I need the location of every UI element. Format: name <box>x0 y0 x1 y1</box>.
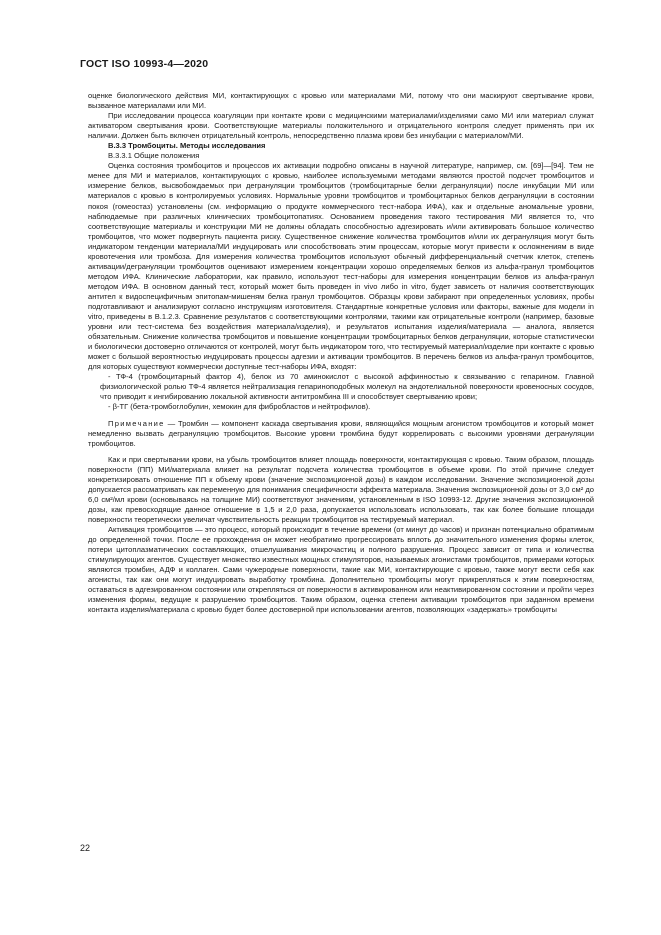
standard-header: ГОСТ ISO 10993-4—2020 <box>80 58 209 70</box>
paragraph-surface-area: Как и при свертывании крови, на убыль тромбоцитов влияет площадь поверхности, контактирующая с кровью. Таким образом, площадь поверхности (ПП) МИ/материала влияет на результат подсчета количества тромбоцитов в объеме крови. По этой причине следует конкретизировать отношение ПП к объему крови (значение экспозиционной дозы) в каждом исследовании. Значение экспозиционной дозы допускается рассматривать как переменную для понимания специфичности эффекта материала. Значения экспозиционной дозы от 3,0 см² до 6,0 см²/мл крови (основываясь на толщине МИ) соответствуют значениям, установленным в ISO 10993-12. Другие значения экспозиционной дозы, как превосходящие данное отношение в 1,5 и 2,0 раза, допускается использовать использовать, так как более большие площади поверхности теоретически увеличат чувствительность реакции тромбоцитов на тестируемый материал. <box>88 454 594 524</box>
list-item-btg: - β-ТГ (бета-тромбоглобулин, хемокин для фибробластов и нейтрофилов). <box>108 402 371 412</box>
paragraph-platelet-assessment: Оценка состояния тромбоцитов и процессов их активации подробно описаны в научной литературе, например, см. [69]—[94]. Тем не менее для МИ и материалов, контактирующих с кровью, наиболее используемыми методами являются простой подсчет тромбоцитов и измерение белков, высвобождаемых при дегрануляции тромбоцитов (тромбоцитарные белки дегрануляции) после инкубации МИ или материалов с кровью в контролируемых условиях. Нормальные уровни тромбоцитов и тромбоцитарных белков дегрануляции в состоянии покоя (гомеостаз) установлены (см. информацию о продукте коммерческого тест-набора ИФА), как и отдельные аномальные уровни, наблюдаемые при различных клинических тромбоцитопатиях. Основанием проведения такого тестирования МИ является то, что соответствующие материалы и конструкции МИ не должны обладать способностью адгезировать и/или активировать большое количество тромбоцитов, что может подвергнуть пациента риску. Существенное снижение количества тромбоцитов и/или их дегрануляция могут быть индикатором тенденции материала/МИ индуцировать или способствовать этим процессам, которые могут привести к осложнениям в виде кровотечения или тромбоза. Для измерения количества тромбоцитов используют обычный дифференциальный счетчик клеток, степень активации/дегрануляции тромбоцитов оценивают измерением концентрации хорошо определяемых белков из альфа-гранул тромбоцитов методом ИФА. Клинические лаборатории, как правило, используют тест-наборы для измерения концентрации белков из альфа-гранул методом ИФА. В основном данный тест, который может быть проведен in vivo либо in vitro, будет зависеть от наличия соответствующих антител к видоспецифичным эпитопам-мишеням белка гранул тромбоцитов. Образцы крови забирают при определенных условиях, пробы подготавливают и анализируют согласно инструкциям изготовителя. Стандартные конкретные условия или факторы, важные для модели in vitro, приведены в B.1.2.3. Сравнение результатов с соответствующими контролями, такими как отрицательные контроли (например, базовые уровни или тест-система без воздействия материала/изделия), и результатов испытания изделия/материала — аналога, является обязательным. Снижение количества тромбоцитов и повышение концентрации тромбоцитарных белков дегрануляции, которые статистически и биологически достоверно отличаются от контролей, могут быть индикатором того, что тестируемый материал/изделие при контакте с кровью может с большой вероятностью индуцировать процессы адгезии и активации тромбоцитов. В перечень белков из альфа-гранул тромбоцитов, для которых существуют коммерчески доступные тест-наборы ИФА, входят: <box>88 161 594 372</box>
page-number: 22 <box>80 843 91 853</box>
body-text <box>88 91 594 615</box>
note-label: Примечание <box>108 418 165 428</box>
paragraph-coagulation: При исследовании процесса коагуляции при контакте крови с медицинскими материалами/изделиями само МИ или материал служат активатором свертывания крови. Соответствующие материалы положительного и отрицательного контроля следует применять при их наличии. Должен быть включен отрицательный контроль, непосредственно плазма крови без инкубации с материалом/МИ. <box>88 111 594 141</box>
list-item-tf4: - ТФ-4 (тромбоцитарный фактор 4), белок из 70 аминокислот с высокой аффинностью к связыванию с гепарином. Главной физиологической ролью ТФ-4 является нейтрализация гепариноподобных молекул на эндотелиальной поверхности кровеносных сосудов, что приводит к ингибированию локальной активности антитромбина III и способствует свертыванию крови; <box>100 372 594 402</box>
subsection-heading-b3331: B.3.3.1 Общие положения <box>108 151 200 161</box>
note-text: — Тромбин — компонент каскада свертывания крови, являющийся мощным агонистом тромбоцитов и который может немедленно вызвать дегрануляцию тромбоцитов. Высокие уровни тромбина будут коррелировать с высокими уровнями дегрануляции тромбоцитов. <box>88 418 594 448</box>
paragraph-platelet-activation: Активация тромбоцитов — это процесс, который происходит в течение времени (от минут до часов) и признан потенциально обратимым до определенной точки. После ее прохождения он может необратимо прогрессировать вплоть до значительного изменения формы клеток, потери цитоплазматических составляющих, отшелушивания микрочастиц и полного разрушения. Процесс зависит от типа и количества стимулирующих агентов. Существует множество известных мощных стимуляторов, называемых агонистами тромбоцитов, примерами которых являются тромбин, АДФ и коллаген. Сами чужеродные поверхности, такие как МИ, контактирующие с кровью, также могут вести себя как агонисты, так как они могут индуцировать выработку тромбина. Дополнительно тромбоциты могут прикрепляться к этим поверхностям, оставаться в адгезированном состоянии или открепляться от поверхности в активированном или неактивированном состоянии и пройти через изменения формы, ведущие к разрушению тромбоцитов. Таким образом, оценка степени активации тромбоцитов при заданном времени контакта изделия/материала с кровью будет более достоверной при использовании агентов, позволяющих «задержать» тромбоциты <box>88 524 594 615</box>
note-paragraph <box>88 419 594 449</box>
section-heading-b333: B.3.3 Тромбоциты. Методы исследования <box>108 141 266 151</box>
paragraph-continuation: оценке биологического действия МИ, контактирующих с кровью или материалами МИ, потому что они маскируют свертывание крови, вызванное материалами или МИ. <box>88 91 594 111</box>
